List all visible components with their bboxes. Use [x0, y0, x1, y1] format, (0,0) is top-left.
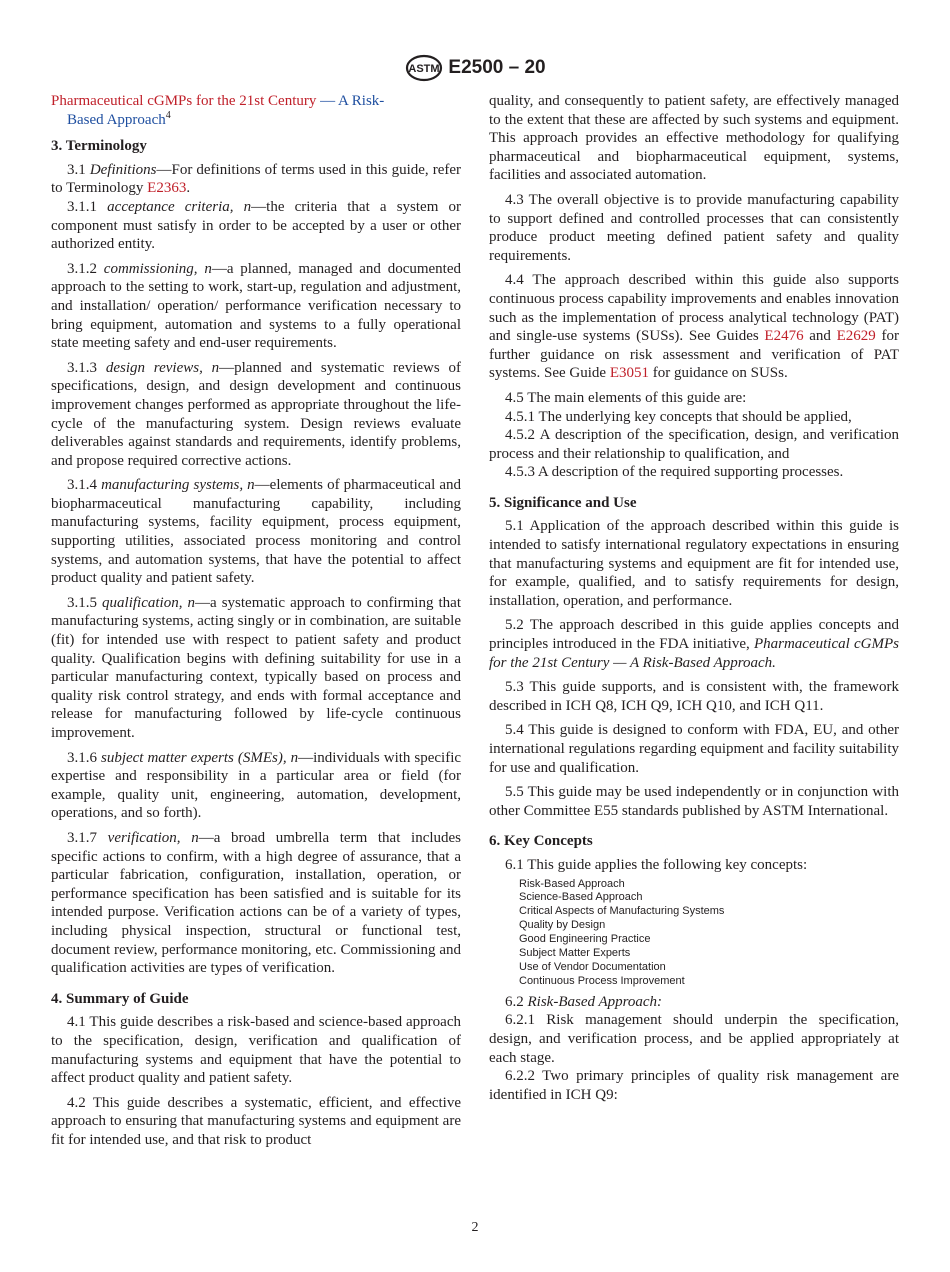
para-4-2-continued: quality, and consequently to patient safety, are effectively managed to the extent that these are affected by such systems and equipment. This approach provides an effective methodology for qualifying pharmaceutical and biopharmaceutical equipment, systems, facilities and associated automation. [489, 93, 899, 184]
section-heading-key-concepts: 6. Key Concepts [489, 833, 593, 850]
right-column [489, 92, 899, 1104]
link-e2363[interactable]: E2363 [147, 180, 187, 197]
para-5-4: 5.4 This guide is designed to conform with FDA, EU, and other international regulations regarding equipment and facility suitability for use and qualification. [489, 722, 899, 776]
link-e3051[interactable]: E3051 [609, 365, 649, 382]
para-4-2: 4.2 This guide describes a systematic, efficient, and effective approach to ensuring that manufacturing systems and equipment are fit for intended use, and that risk to product [51, 1094, 461, 1148]
section-heading-terminology: 3. Terminology [51, 138, 147, 155]
left-column [51, 92, 461, 1149]
para-3-1-4: 3.1.4 manufacturing systems, n—elements of pharmaceutical and biopharmaceutical manufacturing capability, including manufacturing systems, facility equipment, process equipment, supporting utilities, associated process monitoring and control systems, and automation systems, that have the potential to affect product quality and patient safety. [51, 477, 461, 587]
page-header [0, 54, 950, 82]
astm-logo-icon [404, 54, 444, 82]
list-item: Use of Vendor Documentation [519, 961, 666, 973]
list-item: Risk-Based Approach [519, 877, 625, 890]
key-concepts-list [519, 878, 899, 989]
para-3-1-5: 3.1.5 qualification, n—a systematic approach to confirming that manufacturing systems, acting singly or in combination, are suitable (fit) for intended use with respect to patient safety and product quality. Qualification begins with defining suitability for use in a particular manufacturing context, typically based on process and quality risk control strategy, and ends with formal acceptance and release for manufacturing followed by life-cycle continuous improvement. [51, 594, 461, 741]
list-item: Subject Matter Experts [519, 947, 631, 960]
para-6-2-1: 6.2.1 Risk management should underpin the specification, design, and verification process, and be applied appropriately at each stage. [489, 1012, 899, 1066]
list-item: Quality by Design [519, 919, 606, 932]
list-item: Continuous Process Improvement [519, 974, 685, 987]
para-5-1: 5.1 Application of the approach described within this guide is intended to satisfy international regulatory expectations in ensuring that manufacturing systems and equipment are fit for intended use, for example, qualified, and to satisfy requirements for design, installation, operation, and performance. [489, 518, 899, 609]
para-4-5-1: 4.5.1 The underlying key concepts that should be applied, [505, 408, 852, 425]
list-item: Good Engineering Practice [519, 933, 651, 946]
para-6-1: 6.1 This guide applies the following key concepts: [505, 856, 808, 873]
para-4-5: 4.5 The main elements of this guide are: [505, 389, 747, 406]
para-3-1-3: 3.1.3 design reviews, n—planned and systematic reviews of specifications, design, and design development and continuous improvement changes performed as appropriate throughout the life-cycle of the manufacturing system. Design reviews evaluate deliverables against standards and requirements, identify problems, and propose required corrective actions. [51, 359, 462, 469]
para-4-4: 4.4 The approach described within this guide also supports continuous process capability improvements and enables innovation such as the implementation of process analytical technology (PAT) and single-use systems (SUSs). See Guides E2476 and E2629 for further guidance on risk assessment and verification of PAT systems. See Guide E3051 for guidance on SUSs. [489, 272, 899, 382]
para-3-1: 3.1 Definitions—For definitions of terms used in this guide, refer to Terminology E2363. [51, 161, 461, 197]
para-5-2: 5.2 The approach described in this guide applies concepts and principles introduced in the FDA initiative, Pharmaceutical cGMPs for the 21st Century — A Risk-Based Approach. [489, 617, 899, 671]
para-6-2-2: 6.2.2 Two primary principles of quality risk management are identified in ICH Q9: [489, 1068, 899, 1103]
page-number: 2 [471, 1220, 479, 1235]
section-heading-significance: 5. Significance and Use [489, 494, 637, 511]
para-4-3: 4.3 The overall objective is to provide manufacturing capability to support defined and controlled processes that can consistently produce product meeting defined patient safety and quality requirements. [489, 191, 899, 264]
para-4-5-3: 4.5.3 A description of the required supporting processes. [505, 464, 844, 481]
para-5-5: 5.5 This guide may be used independently or in conjunction with other Committee E55 standards published by ASTM International. [489, 784, 899, 819]
para-5-3: 5.3 This guide supports, and is consistent with, the framework described in ICH Q8, ICH Q9, ICH Q10, and ICH Q11. [489, 679, 899, 714]
para-3-1-2: 3.1.2 commissioning, n—a planned, managed and documented approach to the setting to work, start-up, regulation and adjustment, and installation/ operation/ performance verification necessary to bring equipment, automation and systems to a fully operational state meeting safety and end-user requirements. [51, 260, 462, 352]
para-6-2: 6.2 Risk-Based Approach: [505, 993, 663, 1010]
link-e2476[interactable]: E2476 [764, 328, 804, 345]
para-3-1-7: 3.1.7 verification, n—a broad umbrella term that includes specific actions to confirm, with a high degree of assurance, that a particular fabrication, configuration, installation, operation, or performance specification has been satisfied and is suitable for its intended purpose. Verification actions can be of a variety of types, including physical inspection, structural or functional test, document review, performance monitoring, etc. Commissioning and qualification activities are types of verification. [51, 829, 462, 977]
link-e2629[interactable]: E2629 [836, 328, 876, 345]
list-item: Critical Aspects of Manufacturing Systems [519, 905, 725, 918]
para-4-1: 4.1 This guide describes a risk-based and science-based approach to the specification, design, verification and qualification of manufacturing systems and equipment that have the potential to affect product quality and patient safety. [51, 1014, 461, 1087]
para-3-1-6: 3.1.6 subject matter experts (SMEs), n—individuals with specific expertise and responsibility in a particular area or field (for example, quality unit, engineering, automation, development, operations, and so forth). [51, 749, 462, 822]
document-designation: E2500 – 20 [448, 57, 546, 78]
para-4-5-2: 4.5.2 A description of the specification, design, and verification process and their relationship to qualification, and [489, 427, 899, 462]
para-3-1-1: 3.1.1 acceptance criteria, n—the criteria that a system or component must satisfy in order to be accepted by a user or other authorized entity. [51, 198, 462, 253]
section-heading-summary: 4. Summary of Guide [51, 990, 189, 1007]
reference-pharma-cgmps[interactable]: Pharmaceutical cGMPs for the 21st Century — A Risk- Based Approach$^4$ [51, 93, 385, 128]
list-item: Science-Based Approach [519, 891, 643, 904]
svg-text:ASTM: ASTM [408, 63, 440, 75]
